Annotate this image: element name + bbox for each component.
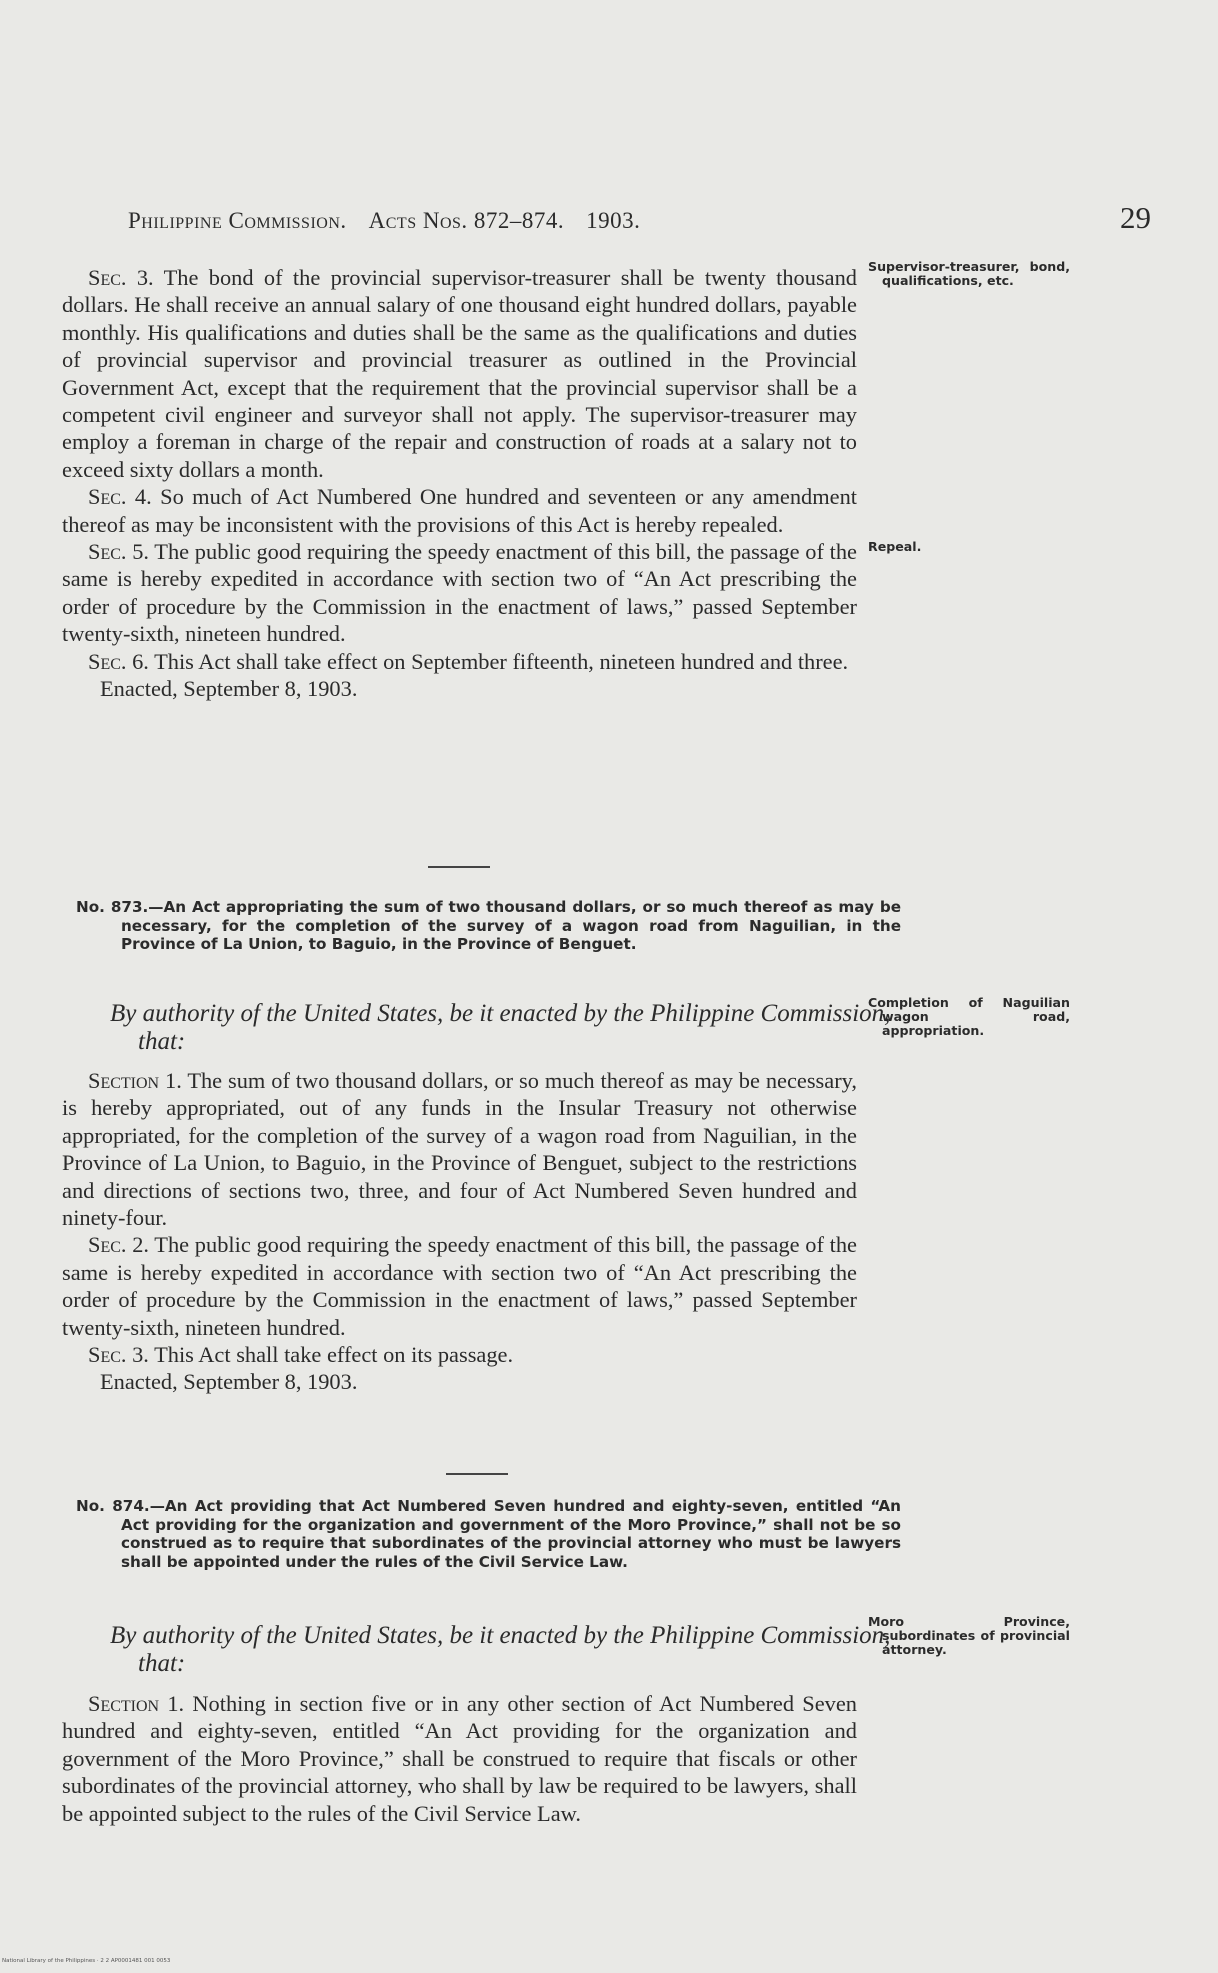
header-acts: Acts Nos. 872–874. — [368, 208, 565, 233]
margin-note-moro-province: Moro Province, subordinates of provincial attorney. — [868, 1614, 1070, 1657]
header-year: 1903. — [586, 208, 641, 233]
act-872-section-4: Sec. 4. So much of Act Numbered One hundred and seventeen or any amendment thereof as may be inconsistent with the provisions of this Act is hereby repealed. — [62, 484, 857, 537]
act-872-section-3: Sec. 3. The bond of the provincial supervisor-treasurer shall be twenty thousand dollars. He shall receive an annual salary of one thousand eight hundred dollars, payable monthly. His qualifications and duties shall be the same as the qualifications and duties of provincial supervisor and provincial treasurer as outlined in the Provincial Government Act, except that the requirement that the provincial supervisor shall be a competent civil engineer and surveyor shall not apply. The supervisor-treasurer may employ a foreman in charge of the repair and construction of roads at a salary not to exceed sixty dollars a month. — [62, 265, 857, 482]
header-title: Philippine Commission. — [128, 208, 347, 233]
margin-note-repeal: Repeal. — [868, 539, 922, 554]
act-873-title: No. 873.—An Act appropriating the sum of two thousand dollars, or so much thereof as may be necessary, for the completion of the survey of a wagon road from Naguilian, in the Province of La Union, to Baguio, in the Province of Benguet. — [76, 898, 901, 954]
act-873-enacting-clause: By authority of the United States, be it enacted by the Philippine Commission, that: — [110, 1000, 891, 1055]
act-874-enacting-clause: By authority of the United States, be it enacted by the Philippine Commission, that: — [110, 1622, 891, 1677]
margin-note-naguilian-road: Completion of Naguilian wagon road, appropriation. — [868, 995, 1070, 1038]
act-872-sections — [62, 264, 857, 703]
act-872-section-6: Sec. 6. This Act shall take effect on September fifteenth, nineteen hundred and three. — [88, 648, 849, 674]
act-874-section-1: Section 1. Nothing in section five or in any other section of Act Numbered Seven hundred and eighty-seven, entitled “An Act providing for the organization and government of the Moro Province,” shall be construed to require that fiscals or other subordinates of the provincial attorney, who shall by law be required to be lawyers, shall be appointed subject to the rules of the Civil Service Law. — [62, 1691, 857, 1826]
running-header — [128, 208, 778, 234]
act-874-title: No. 874.—An Act providing that Act Numbered Seven hundred and eighty-seven, entitled “An Act providing for the organization and government of the Moro Province,” shall not be so construed as to require that subordinates of the provincial attorney who must be lawyers shall be appointed under the rules of the Civil Service Law. — [76, 1497, 901, 1571]
act-873-section-2: Sec. 2. The public good requiring the speedy enactment of this bill, the passage of the same is hereby expedited in accordance with section two of “An Act prescribing the order of procedure by the Commission in the enactment of laws,” passed September twenty-sixth, nineteen hundred. — [62, 1232, 857, 1340]
act-872-enacted-date: Enacted, September 8, 1903. — [100, 676, 358, 702]
act-873-section-3: Sec. 3. This Act shall take effect on its passage. — [88, 1342, 514, 1368]
scan-watermark: National Library of the Philippines · 2 2 AP0001481 001 0053 — [2, 1958, 171, 1964]
section-divider — [428, 866, 490, 868]
act-874-sections — [62, 1690, 857, 1827]
act-872-section-5: Sec. 5. The public good requiring the speedy enactment of this bill, the passage of the same is hereby expedited in accordance with section two of “An Act prescribing the order of procedure by the Commission in the enactment of laws,” passed September twenty-sixth, nineteen hundred. — [62, 539, 857, 647]
page-number: 29 — [1120, 200, 1151, 235]
act-873-enacted-date: Enacted, September 8, 1903. — [100, 1369, 358, 1395]
act-873-sections — [62, 1067, 857, 1396]
act-873-section-1: Section 1. The sum of two thousand dollars, or so much thereof as may be necessary, is hereby appropriated, out of any funds in the Insular Treasury not otherwise appropriated, for the completion of the survey of a wagon road from Naguilian, in the Province of La Union, to Baguio, in the Province of Benguet, subject to the restrictions and directions of sections two, three, and four of Act Numbered Seven hundred and ninety-four. — [62, 1068, 857, 1231]
section-divider — [446, 1473, 508, 1475]
margin-note-supervisor-treasurer: Supervisor-treasurer, bond, qualifications, etc. — [868, 259, 1070, 288]
